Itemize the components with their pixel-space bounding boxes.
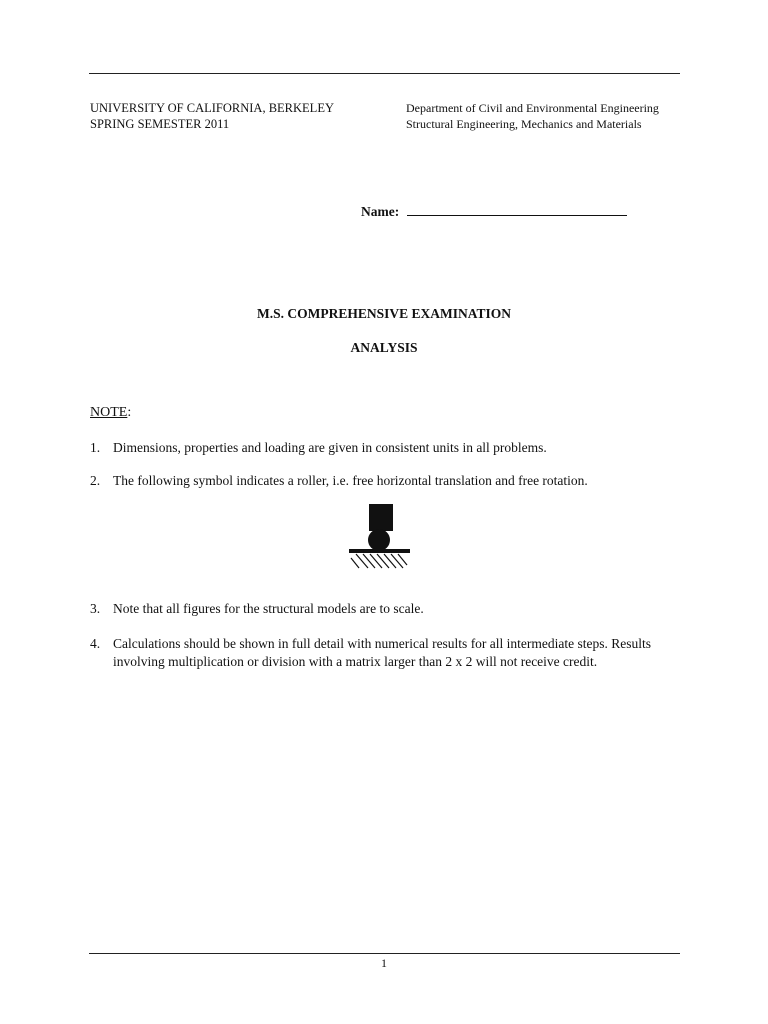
note-item-text: The following symbol indicates a roller, i.e. free horizontal translation and free rotation. [113,473,588,488]
name-label: Name: [361,204,400,219]
note-item-text: Calculations should be shown in full detail with numerical results for all intermediate steps. Results involving multiplication or division with a matrix larger than 2 x 2 will not receive credit. [113,636,652,669]
university-name: UNIVERSITY OF CALIFORNIA, BERKELEY [90,101,334,115]
note-heading [90,405,131,421]
note-item-number: 1. [90,440,101,455]
top-rule [89,73,680,74]
semester: SPRING SEMESTER 2011 [90,117,230,131]
note-item-number: 2. [90,473,101,488]
note-item-number: 3. [90,601,101,616]
note-item-number: 4. [90,636,101,651]
exam-title: M.S. COMPREHENSIVE EXAMINATION [256,306,511,321]
roller-support-icon [348,503,412,571]
note-item [90,600,680,618]
note-item-text: Dimensions, properties and loading are given in consistent units in all problems. [113,440,547,455]
note-label: NOTE [90,405,128,420]
header-right [406,100,659,132]
note-item [90,472,680,490]
note-colon: : [127,405,132,420]
exam-subtitle: ANALYSIS [350,340,418,355]
program-name: Structural Engineering, Mechanics and Materials [406,117,642,131]
header-left [90,100,334,132]
name-field [361,203,627,220]
footer-rule [89,953,680,954]
department-name: Department of Civil and Environmental Engineering [406,101,659,115]
page-number: 1 [381,956,387,970]
note-item [90,635,680,670]
name-blank-line[interactable] [407,203,627,216]
note-item [90,439,680,457]
note-item-text: Note that all figures for the structural models are to scale. [113,601,424,616]
